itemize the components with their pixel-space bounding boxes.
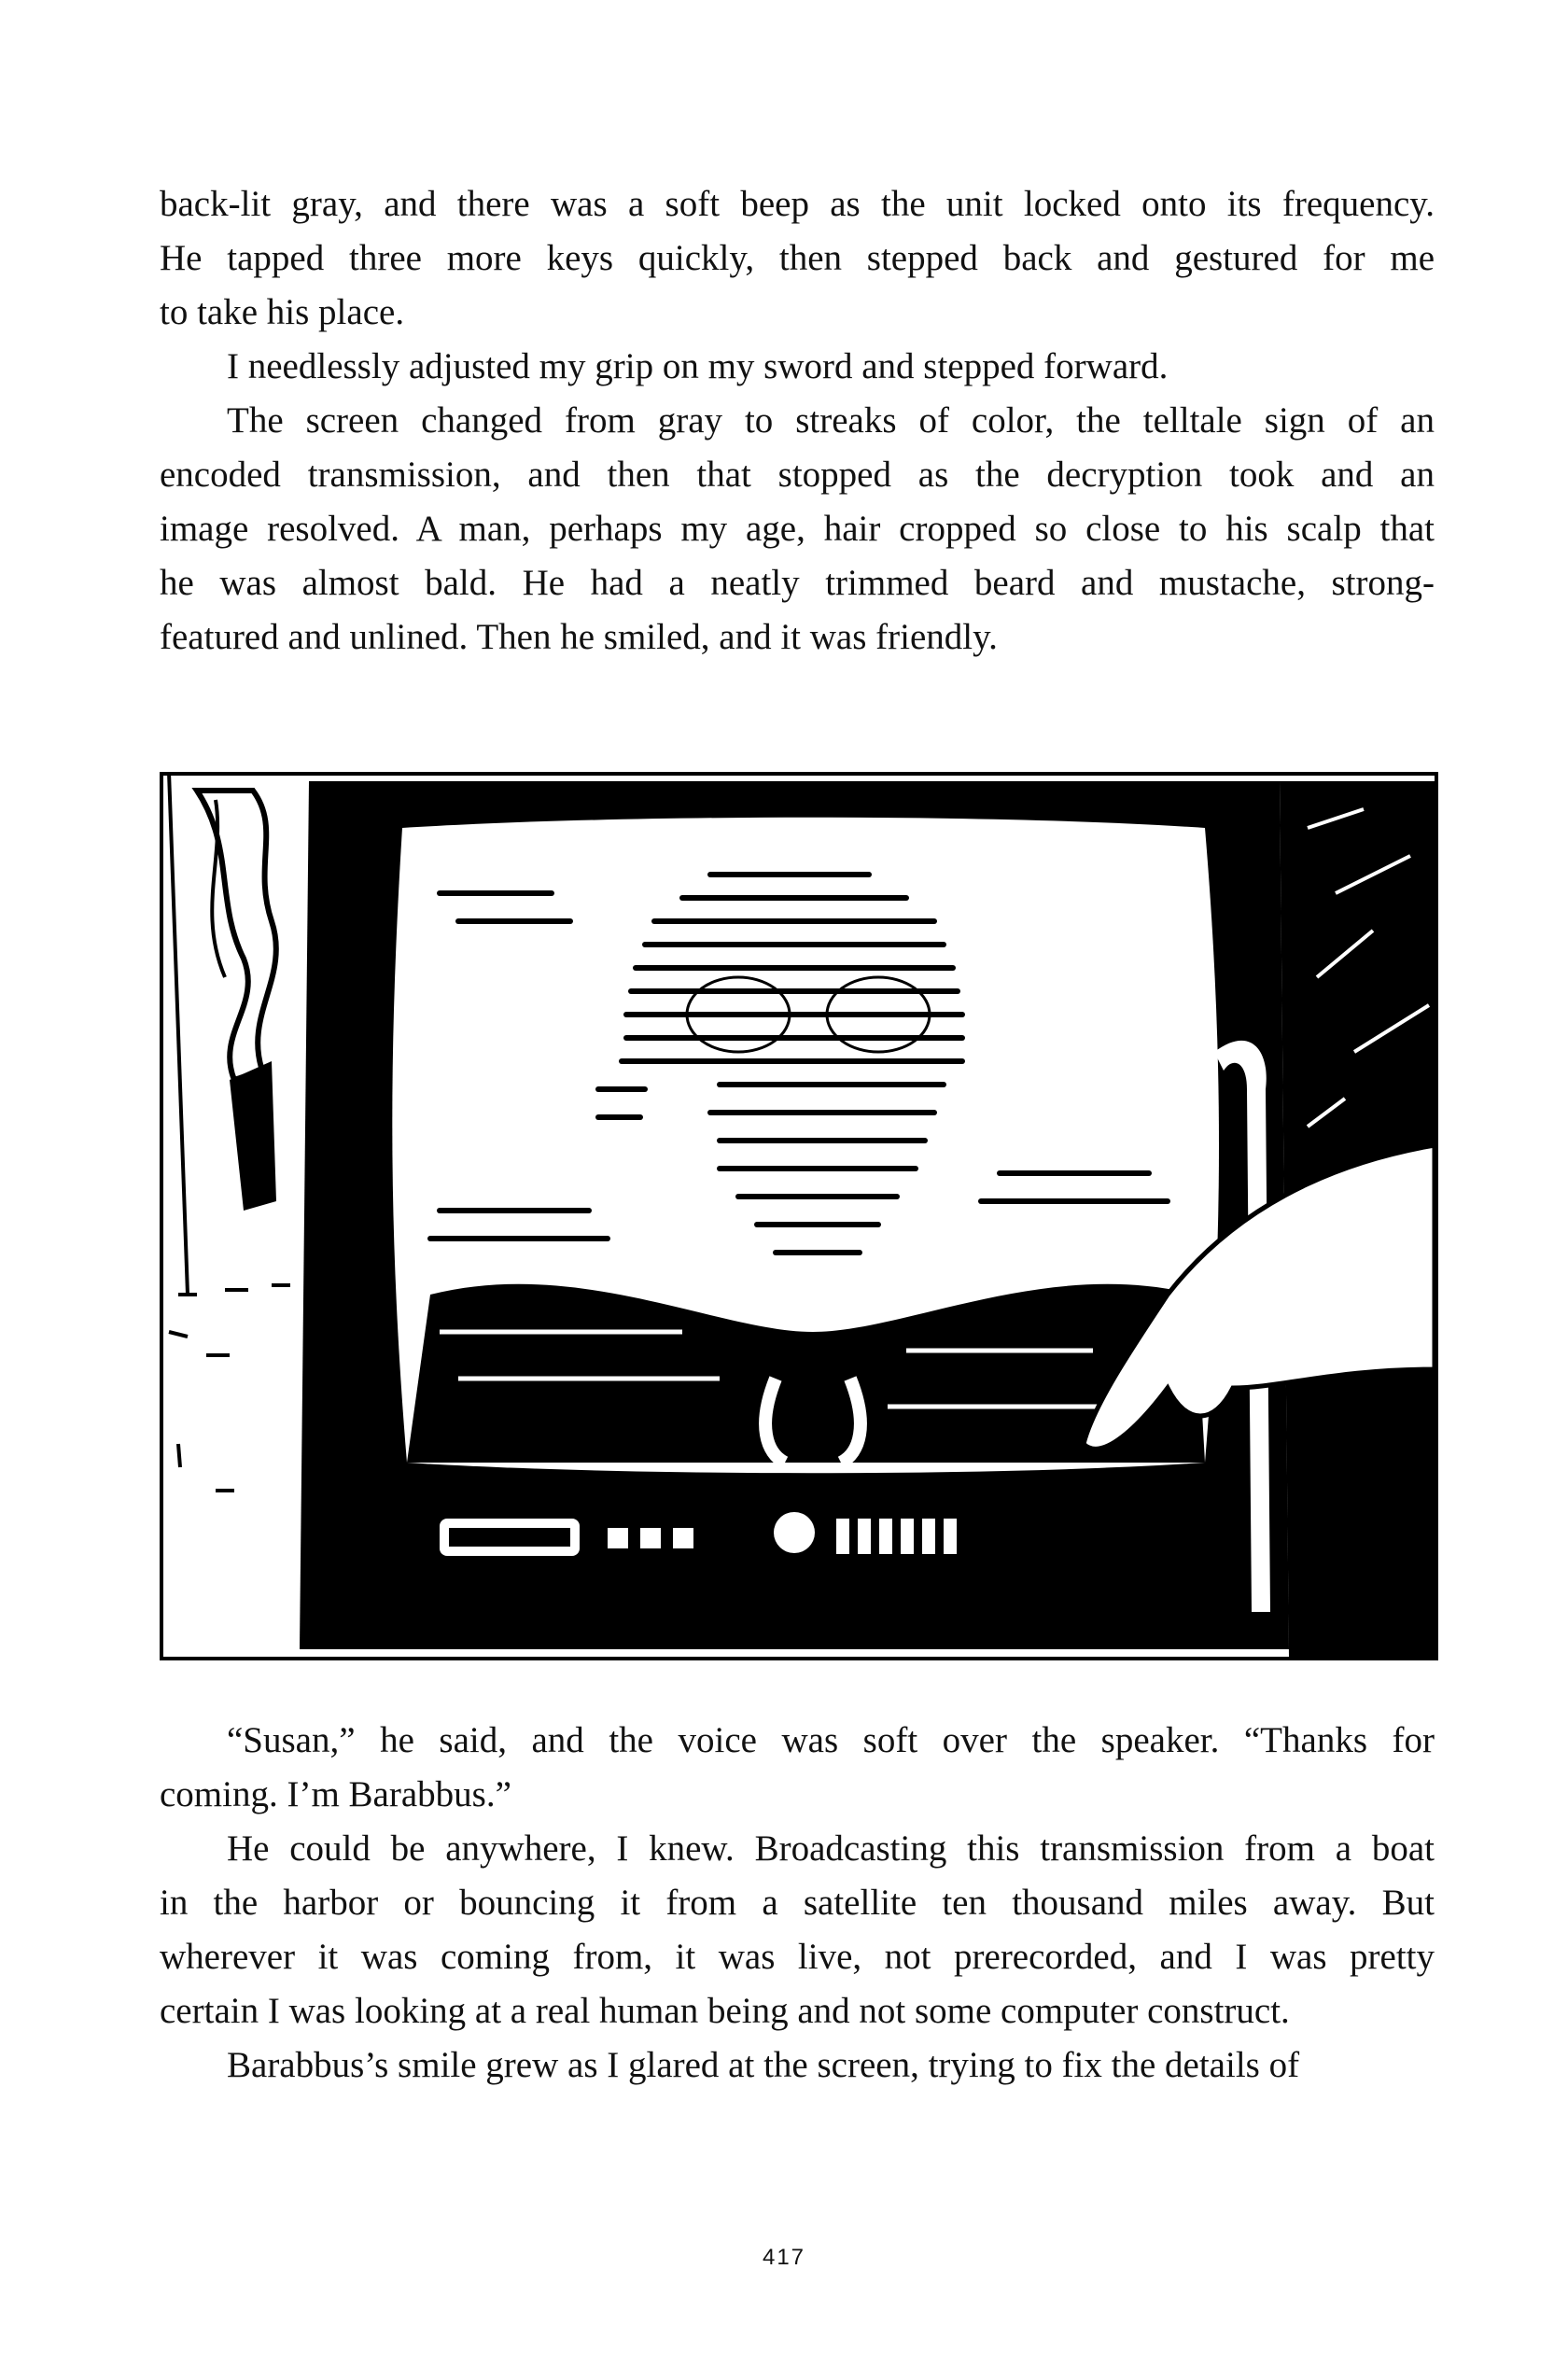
paragraph-line: I needlessly adjusted my grip on my sword and stepped forward.	[227, 346, 1169, 386]
paragraph-line: coming. I’m Barabbus.”	[160, 1774, 511, 1814]
paragraph-line: to take his place.	[160, 292, 405, 332]
paragraph-line: “Susan,” he said, and the voice was soft over the speaker. “Thanks for	[227, 1720, 1435, 1760]
paragraph-line: back-lit gray, and there was a soft beep as the unit locked onto its frequency.	[160, 184, 1435, 224]
paragraph-line: image resolved. A man, perhaps my age, hair cropped so close to his scalp that	[160, 509, 1435, 549]
paragraph-line: featured and unlined. Then he smiled, and it was friendly.	[160, 617, 998, 657]
paragraph-line: The screen changed from gray to streaks of color, the telltale sign of an	[227, 400, 1435, 441]
paragraph-line: wherever it was coming from, it was live, not prerecorded, and I was pretty	[160, 1937, 1435, 1977]
paragraph-line: he was almost bald. He had a neatly trimmed beard and mustache, strong-	[160, 563, 1435, 603]
top-text	[160, 177, 1435, 665]
paragraph-line: He could be anywhere, I knew. Broadcasting this transmission from a boat	[227, 1828, 1435, 1869]
bottom-text	[160, 1714, 1435, 2093]
paragraph-line: He tapped three more keys quickly, then stepped back and gestured for me	[160, 238, 1435, 278]
illustration-tv-transmission	[160, 772, 1438, 1660]
page-number: 417	[762, 2245, 806, 2270]
paragraph-line: encoded transmission, and then that stopped as the decryption took and an	[160, 455, 1435, 495]
paragraph-line: Barabbus’s smile grew as I glared at the screen, trying to fix the details of	[227, 2045, 1300, 2085]
paragraph-line: in the harbor or bouncing it from a satellite ten thousand miles away. But	[160, 1883, 1435, 1923]
tv-screen-illustration	[160, 772, 1438, 1660]
paragraph-line: certain I was looking at a real human being and not some computer construct.	[160, 1991, 1290, 2031]
